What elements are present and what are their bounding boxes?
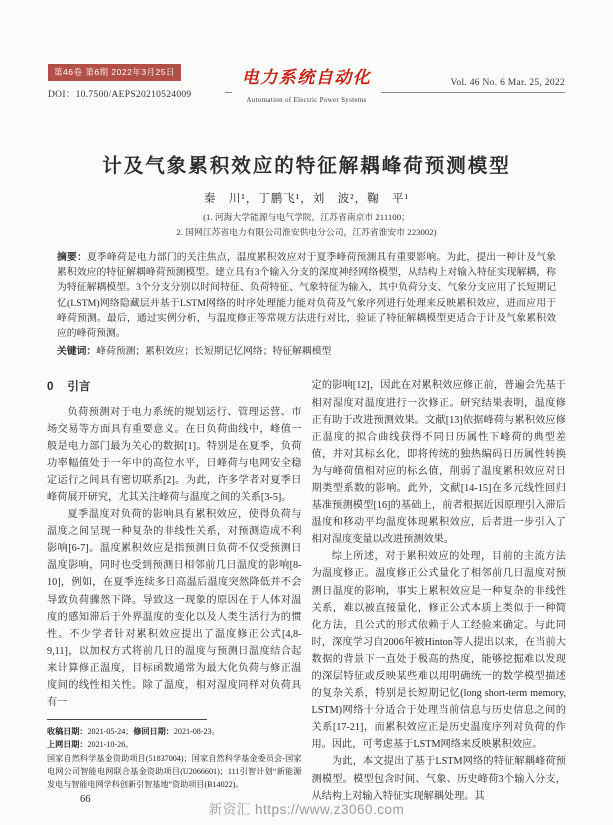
footnote-dates-line — [47, 725, 302, 738]
received-date: 2021-05-24； — [87, 727, 134, 737]
received-date-label: 收稿日期： — [47, 727, 88, 737]
footnote-block — [47, 719, 302, 791]
footnote-divider — [47, 719, 207, 720]
two-column-layout — [47, 377, 566, 808]
section-number: 0 — [47, 381, 54, 394]
abstract — [57, 250, 556, 341]
intro-paragraph-2: 夏季温度对负荷的影响具有累积效应，使得负荷与温度之间呈现一种复杂的非线性关系，对预测造成不利影响[6-7]。温度累积效应是指预测日负荷不仅受预测日温度影响，同时也受到预测日相邻前几日温度的影响[8-10]，例如，在夏季连续多日高温后温度突然降低并不会导致负荷骤然下降。导致这一现象的原因在于人体对温度的感知滞后于外界温度的变化以及人类生活行为的惯性。不少学者针对累积效应提出了温度修正公式[4,8-9,11]，以加权方式将前几日的温度与预测日温度结合起来计算修正温度，目标函数通常为最大化负荷与修正温度间的线性相关性。除了温度，相对湿度同样对负荷具有一 — [47, 509, 302, 709]
online-date: 2021-10-26。 — [87, 740, 134, 750]
intro-paragraph-4: 为此，本文提出了基于LSTM网络的特征解耦峰荷预测模型。模型包含时间、气象、历史峰荷3个输入分支，从结构上对输入特征实现解耦处理。其 — [311, 756, 566, 802]
abstract-label: 摘要： — [57, 252, 87, 263]
volume-info: Vol. 46 No. 6 Mar. 25, 2022 — [450, 78, 565, 88]
abstract-text: 夏季峰荷是电力部门的关注焦点，温度累积效应对于夏季峰荷预测具有重要影响。为此，提出一种计及气象累积效应的特征解耦峰荷预测模型。建立具有3个输入分支的深度神经网络模型，从结构上对输入特征实现解耦，称为特征解耦模型。3个分支分别以时间特征、负荷特征、气象特征为输入，其中负荷分支、气象分支应用了长短期记忆(LSTM)网络隐藏层并基于LSTM网络的时序处理能力能对负荷及气象序列进行处理来反映累积效应，进而应用于峰荷预测。最后，通过实例分析，与温度修正等常规方法进行对比，验证了特征解耦模型更适合于计及气象累积效应的峰荷预测。 — [57, 252, 557, 340]
online-date-label: 上网日期： — [47, 740, 88, 750]
journal-name-en: Automation of Electric Power Systems — [246, 96, 367, 104]
section-heading-introduction — [47, 379, 302, 396]
keywords-text: 峰荷预测；累积效应；长短期记忆网络；特征解耦模型 — [96, 346, 332, 358]
journal-header — [47, 62, 566, 122]
paper-title: 计及气象累积效应的特征解耦峰荷预测模型 — [102, 155, 511, 177]
watermark-text: 新资汇 https://www.z3060.com — [208, 802, 405, 817]
revised-date: 2021-08-23。 — [173, 727, 220, 737]
journal-name-cn: 电力系统自动化 — [232, 62, 382, 93]
footnote-online-line — [47, 738, 302, 751]
keywords — [57, 344, 556, 359]
doi-text: DOI：10.7500/AEPS20210524009 — [48, 90, 192, 100]
intro-paragraph-3: 综上所述，对于累积效应的处理，目前的主流方法为温度修正。温度修正公式量化了相邻前几日温度对预测日温度的影响，事实上累积效应是一种复杂的非线性关系，难以被直接量化，修正公式本质上类似于一种简化方法，且公式的形式依赖于人工经验来确定。与此同时，深度学习自2006年被Hinton等人提出以来，在当前大数据的背景下一直处于极高的热度，能够挖掘难以发现的深层特征或反映某些难以用明确统一的数学模型描述的复杂关系，特别是长短期记忆(long short-term memory, LSTM)网络十分适合于处理当前信息与历史信息之间的关系[17-21]，而累积效应正是历史温度序列对负荷的作用。因此，可考虑基于LSTM网络来反映累积效应。 — [311, 551, 566, 751]
section-title: 引言 — [67, 381, 91, 394]
page-number: 66 — [80, 794, 91, 806]
keywords-label: 关键词： — [57, 346, 97, 358]
right-column — [312, 377, 567, 808]
revised-date-label: 修回日期： — [133, 727, 174, 737]
affiliation-line-2: 2. 国网江苏省电力有限公司淮安供电分公司，江苏省淮安市 223002) — [176, 226, 437, 237]
left-column — [47, 377, 302, 808]
intro-paragraph-2-continued: 定的影响[12]，因此在对累积效应修正前，普遍会先基于相对湿度对温度进行一次修正。研究结果表明，温度修正有助于改进预测效果。文献[13]依据峰荷与累积效应修正温度的拟合曲线获得不同日历属性下峰荷的典型差值，并对其标幺化，即将传统的独热编码日历属性转换为与峰荷值相对应的标幺值，削弱了温度累积效应对日期类型系数的影响。此外，文献[14-15]在多元线性回归基准预测模型[16]的基础上，前者根据近因原理引入滞后温度和移动平均温度体现累积效应，后者进一步引入了相对湿度变量以改进预测效果。 — [311, 380, 566, 546]
affiliation-line-1: (1. 河海大学能源与电气学院，江苏省南京市 211100； — [203, 212, 410, 222]
issue-info-badge: 第46卷 第6期 2022年3月25日 — [48, 64, 181, 81]
intro-paragraph-1: 负荷预测对于电力系统的规划运行、管理运营、市场交易等方面具有重要意义。在日负荷曲线中，峰值一般是电力部门最为关心的数据[1]。特别是在夏季，负荷功率幅值处于一年中的高位水平，日峰荷与电网安全稳定运行之间具有密切联系[2]。为此，许多学者对夏季日峰荷展开研究，尤其关注峰荷与温度之间的关系[3-5]。 — [47, 406, 302, 503]
footnote-funding: 国家自然科学基金资助项目(51837004)；国家自然科学基金委员会-国家电网公司智能电网联合基金资助项目(U2066601)；111引智计划“新能源发电与智能电网学科创新引智基地”资助项目(B14022)。 — [47, 753, 302, 790]
journal-logo — [47, 62, 566, 104]
author-list: 秦 川¹，丁鹏飞¹，刘 波²，鞠 平¹ — [203, 193, 410, 205]
